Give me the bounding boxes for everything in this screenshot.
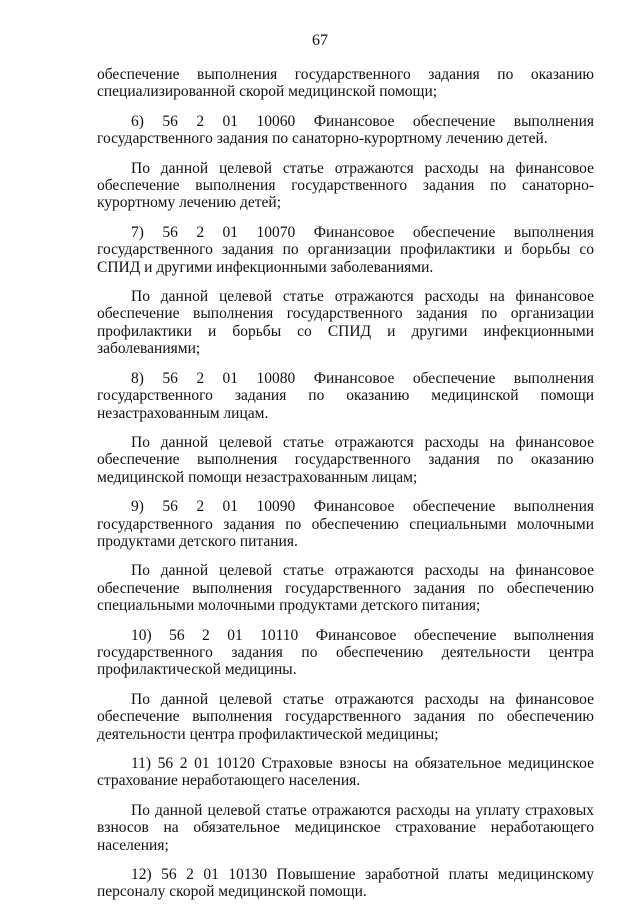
page-number: 67 [312, 32, 328, 49]
budget-item-12: 12) 56 2 01 10130 Повышение заработной платы медицинскому персоналу скорой медицинской помощи. [97, 866, 594, 901]
paragraph-description: По данной целевой статье отражаются расходы на финансовое обеспечение выполнения государственного задания по санаторно-курортному лечению детей; [97, 159, 594, 212]
budget-item-8: 8) 56 2 01 10080 Финансовое обеспечение выполнения государственного задания по оказанию медицинской помощи незастрахованным лицам. [97, 369, 594, 422]
paragraph-continuation: обеспечение выполнения государственного задания по оказанию специализированной скорой медицинской помощи; [97, 66, 594, 101]
budget-item-11: 11) 56 2 01 10120 Страховые взносы на обязательное медицинское страхование неработающего населения. [97, 755, 594, 790]
paragraph-description: По данной целевой статье отражаются расходы на финансовое обеспечение выполнения государственного задания по оказанию медицинской помощи незастрахованным лицам; [97, 433, 594, 486]
budget-item-6: 6) 56 2 01 10060 Финансовое обеспечение выполнения государственного задания по санаторно-курортному лечению детей. [97, 112, 594, 148]
document-body [97, 66, 594, 913]
paragraph-description: По данной целевой статье отражаются расходы на финансовое обеспечение выполнения государственного задания по обеспечению специальными молочными продуктами детского питания; [97, 562, 594, 615]
paragraph-description: По данной целевой статье отражаются расходы на финансовое обеспечение выполнения государственного задания по обеспечению деятельности центра профилактической медицины; [97, 690, 594, 743]
paragraph-description: По данной целевой статье отражаются расходы на финансовое обеспечение выполнения государственного задания по организации профилактики и борьбы со СПИД и другими инфекционными заболеваниями; [97, 288, 594, 358]
budget-item-7: 7) 56 2 01 10070 Финансовое обеспечение выполнения государственного задания по организации профилактики и борьбы со СПИД и другими инфекционными заболеваниями. [97, 223, 594, 276]
paragraph-description: По данной целевой статье отражаются расходы на уплату страховых взносов на обязательное медицинское страхование неработающего населения; [97, 801, 594, 854]
budget-item-10: 10) 56 2 01 10110 Финансовое обеспечение выполнения государственного задания по обеспечению деятельности центра профилактической медицины. [97, 626, 594, 679]
budget-item-9: 9) 56 2 01 10090 Финансовое обеспечение выполнения государственного задания по обеспечению специальными молочными продуктами детского питания. [97, 498, 594, 550]
